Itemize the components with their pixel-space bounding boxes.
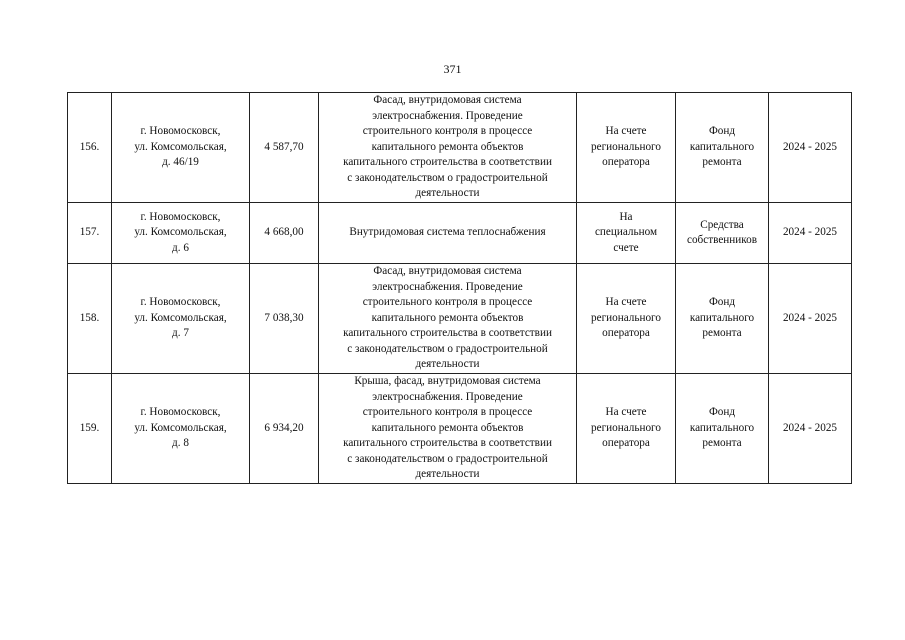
works-description-cell [319, 93, 577, 203]
cost-cell: 4 587,70 [250, 93, 319, 203]
period-cell: 2024 - 2025 [769, 93, 852, 203]
account-type-cell [577, 203, 676, 264]
works-description-cell-line: электроснабжения. Проведение [372, 280, 523, 293]
account-type-cell-line: На счете [605, 406, 647, 419]
address-cell [112, 264, 250, 374]
account-type-cell-line: регионального [591, 421, 661, 434]
funding-source-cell-line: Средства [700, 218, 744, 231]
table-row [68, 93, 852, 203]
works-description-cell-line: капитального ремонта объектов [371, 421, 524, 434]
address-cell [112, 93, 250, 203]
row-number-cell: 156. [68, 93, 112, 203]
period-cell: 2024 - 2025 [769, 264, 852, 374]
account-type-cell-line: счете [613, 241, 639, 254]
funding-source-cell-line: собственников [687, 234, 757, 246]
works-description-cell [319, 203, 577, 264]
funding-source-cell-line: ремонта [702, 437, 742, 450]
cost-cell: 6 934,20 [250, 374, 319, 484]
works-description-cell-line: с законодательством о градостроительной [347, 452, 548, 465]
table-row [68, 203, 852, 264]
address-cell-line: г. Новомосковск, [140, 210, 221, 223]
address-cell-line: д. 8 [172, 437, 189, 450]
works-description-cell-line: электроснабжения. Проведение [372, 109, 523, 122]
address-cell-line: ул. Комсомольская, [134, 421, 227, 434]
works-description-cell-line: капитального строительства в соответствии [343, 437, 552, 450]
account-type-cell-line: оператора [602, 156, 650, 169]
period-cell: 2024 - 2025 [769, 374, 852, 484]
account-type-cell-line: оператора [602, 437, 650, 450]
works-description-cell-line: капитального ремонта объектов [371, 311, 524, 324]
repair-schedule-table [67, 92, 852, 484]
address-cell-line: д. 46/19 [162, 156, 199, 169]
works-description-cell-line: капитального строительства в соответствии [343, 156, 552, 169]
funding-source-cell-line: капитального [689, 311, 755, 324]
account-type-cell-line: На [619, 210, 633, 223]
address-cell [112, 374, 250, 484]
period-cell: 2024 - 2025 [769, 203, 852, 264]
row-number-cell: 159. [68, 374, 112, 484]
address-cell-line: г. Новомосковск, [140, 296, 221, 309]
funding-source-cell-line: капитального [689, 421, 755, 434]
account-type-cell-line: специальном [594, 226, 658, 239]
funding-source-cell [676, 264, 769, 374]
works-description-cell-line: деятельности [415, 468, 480, 481]
works-description-cell-line: строительного контроля в процессе [362, 125, 533, 138]
account-type-cell-line: регионального [591, 311, 661, 324]
account-type-cell [577, 93, 676, 203]
funding-source-cell [676, 93, 769, 203]
row-number-cell: 157. [68, 203, 112, 264]
works-description-cell-line: Фасад, внутридомовая система [373, 265, 522, 278]
address-cell-line: ул. Комсомольская, [134, 226, 227, 239]
table-row [68, 264, 852, 374]
funding-source-cell-line: ремонта [702, 156, 742, 169]
table-row [68, 374, 852, 484]
works-description-cell-line: строительного контроля в процессе [362, 296, 533, 309]
account-type-cell-line: регионального [591, 140, 661, 153]
works-description-cell-line: деятельности [415, 358, 480, 371]
funding-source-cell-line: ремонта [702, 327, 742, 340]
table-body [68, 93, 852, 484]
address-cell-line: г. Новомосковск, [140, 125, 221, 138]
account-type-cell [577, 374, 676, 484]
works-description-cell-line: с законодательством о градостроительной [347, 342, 548, 355]
address-cell-line: г. Новомосковск, [140, 406, 221, 419]
address-cell-line: ул. Комсомольская, [134, 311, 227, 324]
account-type-cell-line: оператора [602, 327, 650, 340]
works-description-cell-line: строительного контроля в процессе [362, 406, 533, 419]
works-description-cell-line: Крыша, фасад, внутридомовая система [354, 375, 541, 388]
works-description-cell-line: капитального ремонта объектов [371, 140, 524, 153]
account-type-cell [577, 264, 676, 374]
funding-source-cell [676, 203, 769, 264]
works-description-cell-line: капитального строительства в соответствии [343, 327, 552, 340]
address-cell-line: ул. Комсомольская, [134, 140, 227, 153]
funding-source-cell-line: Фонд [708, 125, 736, 138]
address-cell [112, 203, 250, 264]
cost-cell: 7 038,30 [250, 264, 319, 374]
funding-source-cell-line: капитального [689, 140, 755, 153]
address-cell-line: д. 6 [172, 241, 189, 254]
funding-source-cell-line: Фонд [708, 406, 736, 419]
works-description-cell-line: Внутридомовая система теплоснабжения [349, 226, 546, 239]
row-number-cell: 158. [68, 264, 112, 374]
works-description-cell-line: Фасад, внутридомовая система [373, 94, 522, 107]
works-description-cell-line: деятельности [415, 187, 480, 200]
page-number: 371 [443, 62, 462, 76]
account-type-cell-line: На счете [605, 125, 647, 138]
address-cell-line: д. 7 [172, 327, 189, 340]
account-type-cell-line: На счете [605, 296, 647, 309]
funding-source-cell [676, 374, 769, 484]
works-description-cell-line: с законодательством о градостроительной [347, 171, 548, 184]
works-description-cell [319, 374, 577, 484]
funding-source-cell-line: Фонд [708, 296, 736, 309]
works-description-cell [319, 264, 577, 374]
works-description-cell-line: электроснабжения. Проведение [372, 390, 523, 403]
cost-cell: 4 668,00 [250, 203, 319, 264]
